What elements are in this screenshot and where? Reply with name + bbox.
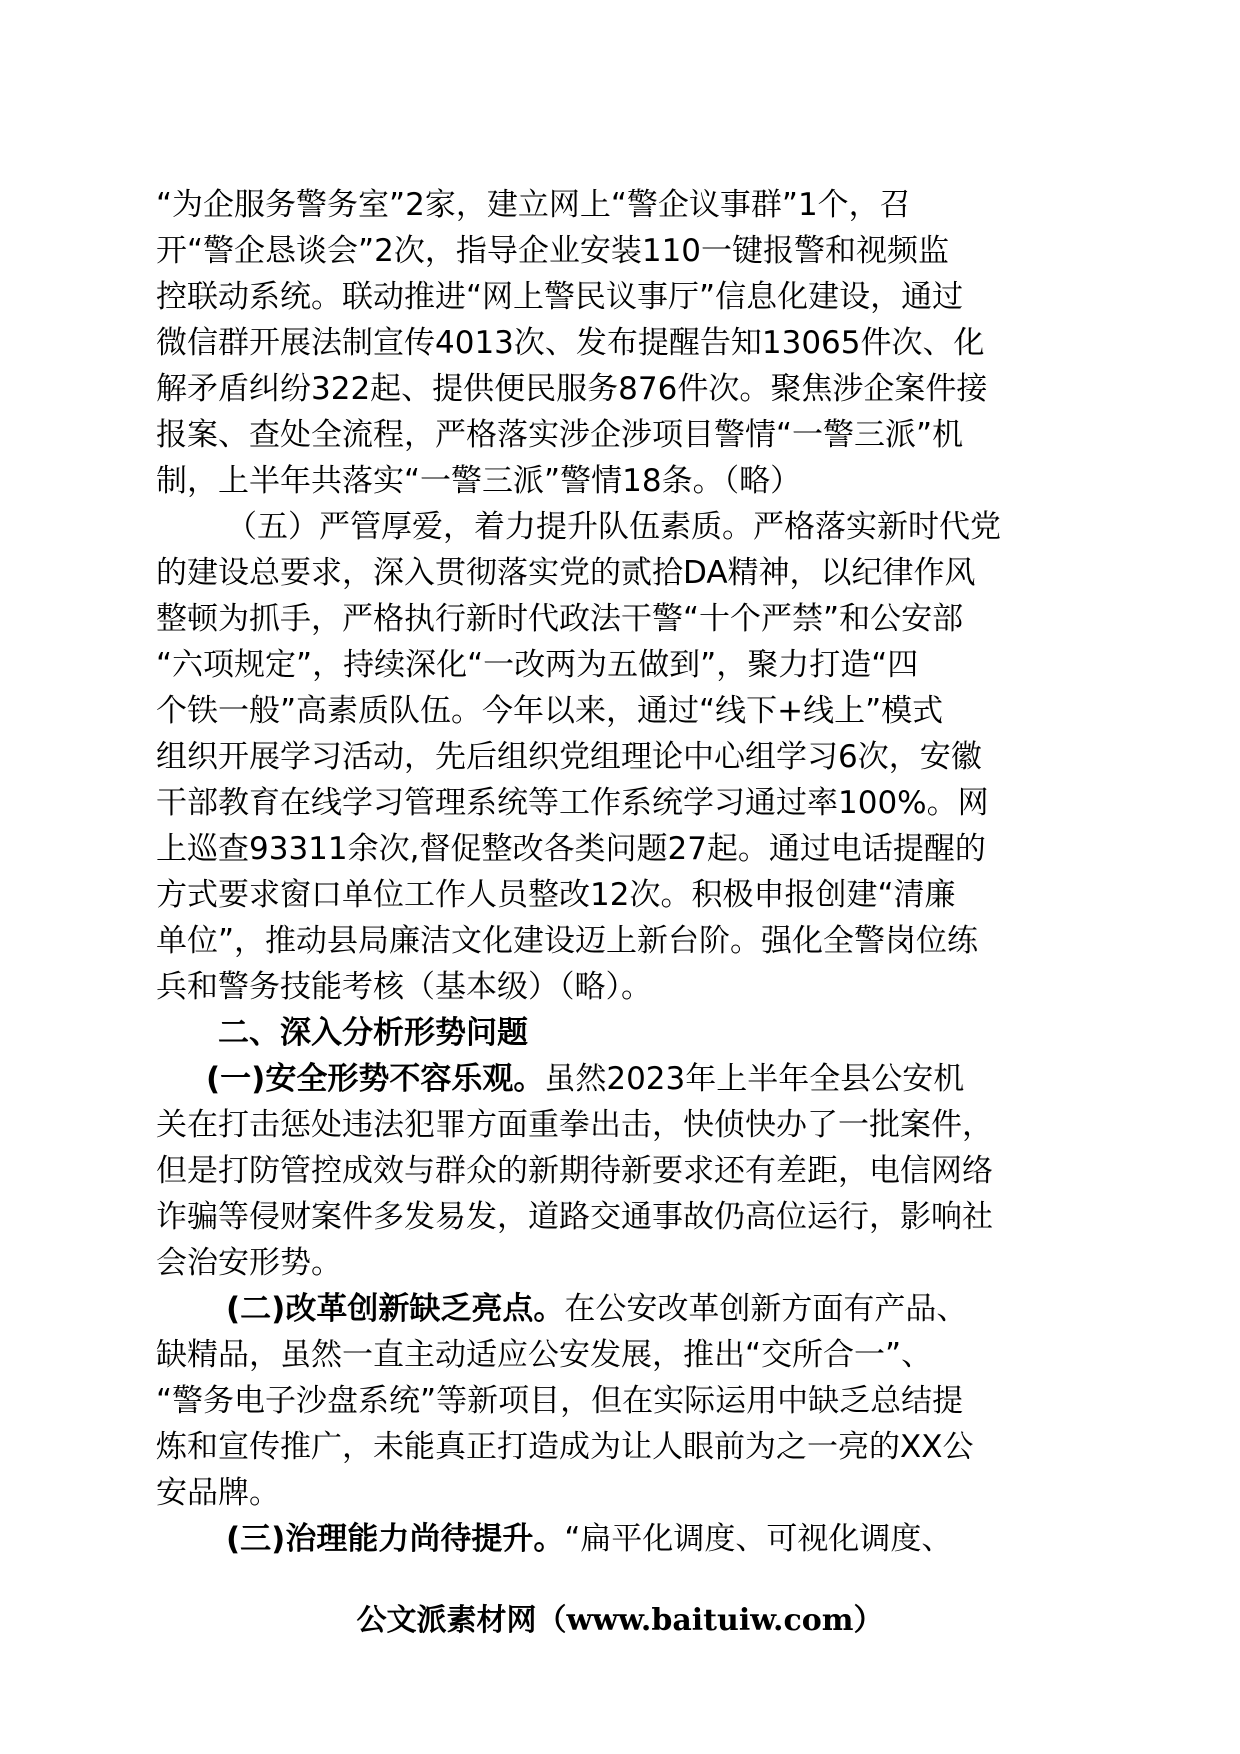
- subsection-heading: (二)改革创新缺乏亮点。: [226, 1291, 565, 1327]
- text-line: 诈骗等侵财案件多发易发，道路交通事故仍高位运行，影响社: [156, 1199, 993, 1235]
- text-line: 干部教育在线学习管理系统等工作系统学习通过率100%。网: [156, 785, 989, 821]
- subsection-line: [226, 1286, 1086, 1332]
- text-line: 个铁一般”高素质队伍。今年以来，通过“线下+线上”模式: [156, 693, 944, 729]
- text-run: 虽然2023年上半年全县公安机: [544, 1061, 965, 1097]
- subsection-line: [206, 1056, 1086, 1102]
- text-line: 方式要求窗口单位工作人员整改12次。积极申报创建“清廉: [156, 877, 956, 913]
- footer-watermark: 公文派素材网（www.baituiw.com）: [356, 1603, 884, 1638]
- text-line: 会治安形势。: [156, 1245, 342, 1281]
- section-paragraph-start: （五）严管厚爱，着力提升队伍素质。严格落实新时代党: [226, 509, 1001, 545]
- subsection-line: [226, 1516, 1086, 1562]
- text-line: 炼和宣传推广，未能真正打造成为让人眼前为之一亮的XX公: [156, 1429, 974, 1465]
- text-line: 开“警企恳谈会”2次，指导企业安装110一键报警和视频监: [156, 233, 950, 269]
- text-run: “扁平化调度、可视化调度、: [564, 1521, 953, 1557]
- text-line: 组织开展学习活动，先后组织党组理论中心组学习6次，安徽: [156, 739, 982, 775]
- subsection-heading: (三)治理能力尚待提升。: [226, 1521, 565, 1557]
- text-line: 报案、查处全流程，严格落实涉企涉项目警情“一警三派”机: [156, 417, 964, 453]
- text-run: 在公安改革创新方面有产品、: [564, 1291, 968, 1327]
- text-line: 缺精品，虽然一直主动适应公安发展，推出“交所合一”、: [156, 1337, 933, 1373]
- text-line: 整顿为抓手，严格执行新时代政法干警“十个严禁”和公安部: [156, 601, 964, 637]
- text-line: 解矛盾纠纷322起、提供便民服务876件次。聚焦涉企案件接: [156, 371, 988, 407]
- text-line: “警务电子沙盘系统”等新项目，但在实际运用中缺乏总结提: [156, 1383, 964, 1419]
- section-heading: 二、深入分析形势问题: [218, 1015, 528, 1051]
- text-line: “为企服务警务室”2家，建立网上“警企议事群”1个，召: [156, 187, 911, 223]
- text-line: 兵和警务技能考核（基本级）（略）。: [156, 969, 652, 1005]
- text-line: “六项规定”，持续深化“一改两为五做到”，聚力打造“四: [156, 647, 919, 683]
- text-line: 微信群开展法制宣传4013次、发布提醒告知13065件次、化: [156, 325, 985, 361]
- text-line: 的建设总要求，深入贯彻落实党的贰拾DA精神，以纪律作风: [156, 555, 976, 591]
- text-line: 制，上半年共落实“一警三派”警情18条。（略）: [156, 463, 802, 499]
- text-line: 但是打防管控成效与群众的新期待新要求还有差距，电信网络: [156, 1153, 993, 1189]
- text-line: 上巡查93311余次,督促整改各类问题27起。通过电话提醒的: [156, 831, 986, 867]
- text-line: 关在打击惩处违法犯罪方面重拳出击，快侦快办了一批案件，: [156, 1107, 993, 1143]
- text-line: 控联动系统。联动推进“网上警民议事厅”信息化建设，通过: [156, 279, 964, 315]
- text-line: 安品牌。: [156, 1475, 280, 1511]
- text-line: 单位”，推动县局廉洁文化建设迈上新台阶。强化全警岗位练: [156, 923, 979, 959]
- subsection-heading: (一)安全形势不容乐观。: [206, 1061, 545, 1097]
